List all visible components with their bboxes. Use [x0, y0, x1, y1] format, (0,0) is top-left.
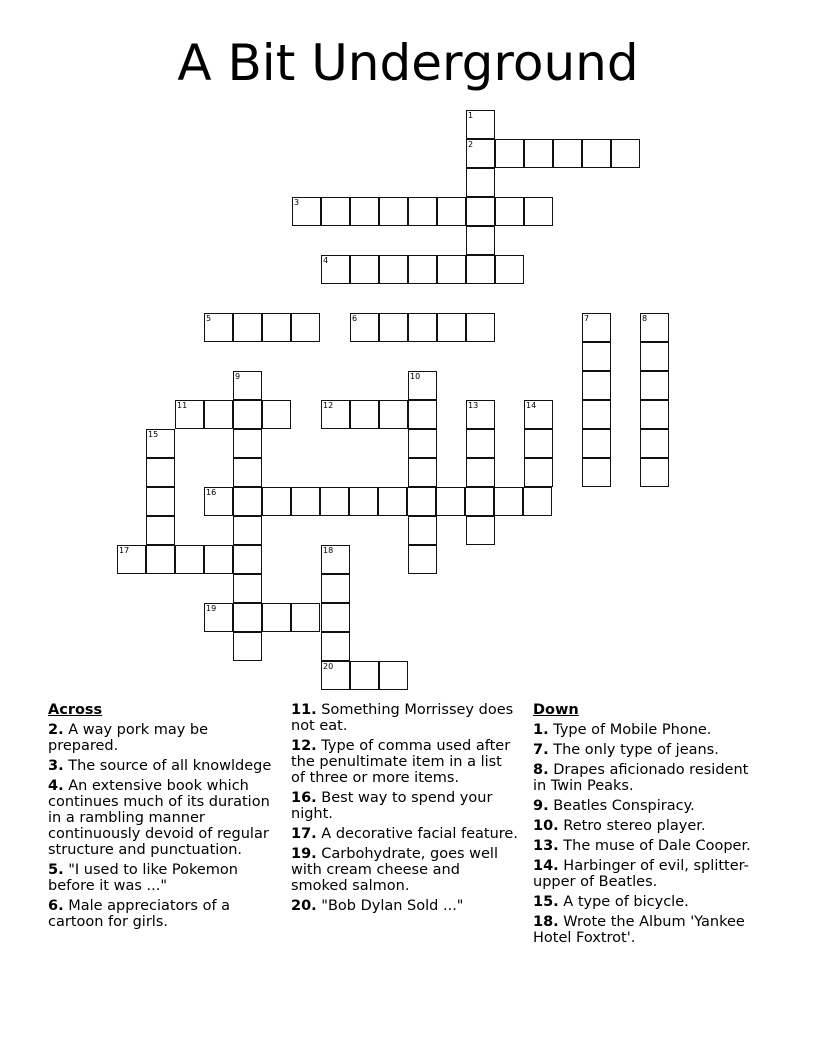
grid-cell[interactable] [379, 661, 408, 690]
grid-cell[interactable] [262, 400, 291, 429]
clue-text: Best way to spend your night. [291, 790, 493, 822]
grid-cell[interactable] [291, 487, 320, 516]
grid-cell[interactable] [466, 313, 495, 342]
grid-cell[interactable] [291, 603, 320, 632]
grid-cell[interactable] [495, 197, 524, 226]
clue-number: 14. [533, 858, 559, 874]
grid-cell[interactable] [524, 139, 553, 168]
across-heading: Across [48, 702, 103, 718]
grid-cell-13[interactable] [466, 400, 495, 429]
clue-number-label: 7 [584, 314, 590, 323]
grid-cell[interactable] [233, 545, 262, 574]
clue-number-label: 9 [235, 372, 241, 381]
clue-number: 7. [533, 742, 549, 758]
puzzle-title: A Bit Underground [177, 34, 639, 92]
clue-number: 1. [533, 722, 549, 738]
clue-number-label: 12 [323, 401, 334, 410]
clue-item [533, 742, 763, 758]
grid-cell[interactable] [408, 400, 437, 429]
clue-number-label: 6 [352, 314, 358, 323]
grid-cell[interactable] [350, 661, 379, 690]
grid-cell[interactable] [349, 487, 378, 516]
grid-cell-6[interactable] [350, 313, 379, 342]
clue-item [291, 738, 519, 786]
grid-cell[interactable] [204, 545, 233, 574]
grid-cell[interactable] [494, 487, 523, 516]
grid-cell[interactable] [466, 226, 495, 255]
clue-number: 10. [533, 818, 559, 834]
grid-cell[interactable] [408, 545, 437, 574]
grid-cell-12[interactable] [321, 400, 350, 429]
grid-cell[interactable] [437, 197, 466, 226]
clue-number: 18. [533, 914, 559, 930]
clue-number-label: 4 [323, 256, 329, 265]
grid-cell[interactable] [233, 516, 262, 545]
clue-text: "I used to like Pokemon before it was ..." [48, 862, 238, 894]
grid-cell[interactable] [408, 313, 437, 342]
clue-text: The source of all knowldege [63, 758, 272, 774]
grid-cell-5[interactable] [204, 313, 233, 342]
grid-cell-16[interactable] [204, 487, 233, 516]
grid-cell-8[interactable] [640, 313, 669, 342]
grid-cell-2[interactable] [466, 139, 495, 168]
grid-cell[interactable] [466, 197, 495, 226]
grid-cell-18[interactable] [321, 545, 350, 574]
grid-cell[interactable] [523, 487, 552, 516]
grid-cell[interactable] [466, 429, 495, 458]
clue-item [48, 758, 280, 774]
clue-number-label: 5 [206, 314, 212, 323]
clue-item [291, 790, 519, 822]
grid-cell[interactable] [640, 371, 669, 400]
grid-cell[interactable] [350, 197, 379, 226]
clue-text: Beatles Conspiracy. [548, 798, 695, 814]
clue-text: Harbinger of evil, splitter-upper of Beatles. [533, 858, 749, 890]
clue-item [533, 722, 763, 738]
grid-cell[interactable] [466, 168, 495, 197]
grid-cell[interactable] [466, 255, 495, 284]
grid-cell[interactable] [465, 487, 494, 516]
grid-cell[interactable] [640, 458, 669, 487]
grid-cell-9[interactable] [233, 371, 262, 400]
across-clues-column-1 [48, 702, 280, 934]
grid-cell-15[interactable] [146, 429, 175, 458]
clue-text: A type of bicycle. [558, 894, 689, 910]
clue-number-label: 14 [526, 401, 537, 410]
down-clue-list [533, 722, 763, 946]
grid-cell-10[interactable] [408, 371, 437, 400]
grid-cell[interactable] [321, 197, 350, 226]
grid-cell[interactable] [495, 255, 524, 284]
grid-cell[interactable] [321, 632, 350, 661]
grid-cell[interactable] [146, 487, 175, 516]
grid-cell[interactable] [436, 487, 465, 516]
clue-item [533, 914, 763, 946]
clue-number-label: 11 [177, 401, 188, 410]
clue-text: Type of comma used after the penultimate item in a list of three or more items. [291, 738, 511, 786]
grid-cell[interactable] [553, 139, 582, 168]
clue-number: 12. [291, 738, 317, 754]
clue-item [48, 722, 280, 754]
clue-text: An extensive book which continues much of its duration in a rambling manner continuously devoid of regular structure and punctuation. [48, 778, 270, 858]
clue-number: 2. [48, 722, 64, 738]
grid-cell[interactable] [233, 429, 262, 458]
grid-cell[interactable] [262, 603, 291, 632]
grid-cell[interactable] [524, 197, 553, 226]
grid-cell[interactable] [408, 458, 437, 487]
grid-cell[interactable] [146, 516, 175, 545]
grid-cell[interactable] [582, 429, 611, 458]
clue-number: 5. [48, 862, 64, 878]
grid-cell[interactable] [233, 487, 262, 516]
across-clues-column-2 [291, 702, 519, 918]
grid-cell[interactable] [175, 545, 204, 574]
grid-cell[interactable] [320, 487, 349, 516]
down-heading: Down [533, 702, 579, 718]
grid-cell[interactable] [379, 255, 408, 284]
grid-cell[interactable] [437, 313, 466, 342]
grid-cell[interactable] [291, 313, 320, 342]
grid-cell[interactable] [321, 574, 350, 603]
grid-cell[interactable] [640, 400, 669, 429]
clue-number-label: 2 [468, 140, 474, 149]
clue-item [291, 826, 519, 842]
clue-number-label: 10 [410, 372, 421, 381]
clue-item [533, 858, 763, 890]
grid-cell-20[interactable] [321, 661, 350, 690]
grid-cell-4[interactable] [321, 255, 350, 284]
across-clue-list [48, 722, 280, 930]
grid-cell[interactable] [321, 603, 350, 632]
grid-cell[interactable] [582, 342, 611, 371]
grid-cell-7[interactable] [582, 313, 611, 342]
grid-cell[interactable] [524, 458, 553, 487]
clue-number-label: 17 [119, 546, 130, 555]
clue-number: 13. [533, 838, 559, 854]
grid-cell[interactable] [379, 313, 408, 342]
clue-number: 4. [48, 778, 64, 794]
grid-cell-17[interactable] [117, 545, 146, 574]
clue-number-label: 19 [206, 604, 217, 613]
clue-number: 17. [291, 826, 317, 842]
grid-cell-1[interactable] [466, 110, 495, 139]
grid-cell[interactable] [466, 516, 495, 545]
grid-cell[interactable] [466, 458, 495, 487]
clue-number-label: 13 [468, 401, 479, 410]
clue-number-label: 8 [642, 314, 648, 323]
grid-cell[interactable] [582, 371, 611, 400]
clue-number-label: 20 [323, 662, 334, 671]
clue-item [291, 846, 519, 894]
grid-cell[interactable] [582, 458, 611, 487]
clue-text: Type of Mobile Phone. [548, 722, 712, 738]
clue-item [48, 778, 280, 858]
grid-cell[interactable] [233, 313, 262, 342]
grid-cell[interactable] [495, 139, 524, 168]
down-clues-column [533, 702, 763, 950]
clue-number: 15. [533, 894, 559, 910]
grid-cell[interactable] [437, 255, 466, 284]
clue-number-label: 1 [468, 111, 474, 120]
grid-cell[interactable] [379, 197, 408, 226]
across-clue-list-continued [291, 702, 519, 914]
clue-text: Something Morrissey does not eat. [291, 702, 514, 734]
clue-text: A way pork may be prepared. [48, 722, 209, 754]
grid-cell[interactable] [204, 400, 233, 429]
grid-cell[interactable] [146, 458, 175, 487]
clue-item [291, 898, 519, 914]
clue-number: 6. [48, 898, 64, 914]
clue-number-label: 16 [206, 488, 217, 497]
clue-text: "Bob Dylan Sold ..." [316, 898, 464, 914]
clue-text: The only type of jeans. [548, 742, 719, 758]
grid-cell[interactable] [524, 429, 553, 458]
clue-text: The muse of Dale Cooper. [558, 838, 751, 854]
grid-cell[interactable] [262, 313, 291, 342]
clue-number: 20. [291, 898, 317, 914]
clue-number: 11. [291, 702, 317, 718]
grid-cell-19[interactable] [204, 603, 233, 632]
grid-cell[interactable] [582, 139, 611, 168]
clue-number-label: 18 [323, 546, 334, 555]
clue-item [533, 818, 763, 834]
clue-number: 16. [291, 790, 317, 806]
grid-cell[interactable] [262, 487, 291, 516]
grid-cell[interactable] [233, 458, 262, 487]
grid-cell[interactable] [408, 429, 437, 458]
grid-cell[interactable] [408, 197, 437, 226]
clue-item [533, 762, 763, 794]
grid-cell-3[interactable] [292, 197, 321, 226]
grid-cell-11[interactable] [175, 400, 204, 429]
grid-cell-14[interactable] [524, 400, 553, 429]
grid-cell[interactable] [408, 516, 437, 545]
grid-cell[interactable] [407, 487, 436, 516]
clue-number: 8. [533, 762, 549, 778]
clue-item [48, 862, 280, 894]
clue-number-label: 15 [148, 430, 159, 439]
clue-text: Wrote the Album 'Yankee Hotel Foxtrot'. [533, 914, 745, 946]
clue-number-label: 3 [294, 198, 300, 207]
grid-cell[interactable] [408, 255, 437, 284]
grid-cell[interactable] [350, 255, 379, 284]
grid-cell[interactable] [233, 574, 262, 603]
grid-cell[interactable] [582, 400, 611, 429]
grid-cell[interactable] [378, 487, 407, 516]
clue-number: 19. [291, 846, 317, 862]
clue-text: Drapes aficionado resident in Twin Peaks. [533, 762, 749, 794]
clue-text: Carbohydrate, goes well with cream cheese and smoked salmon. [291, 846, 498, 894]
grid-cell[interactable] [640, 429, 669, 458]
clue-text: A decorative facial feature. [316, 826, 518, 842]
grid-cell[interactable] [611, 139, 640, 168]
clue-item [533, 838, 763, 854]
grid-cell[interactable] [640, 342, 669, 371]
clue-item [533, 894, 763, 910]
clue-number: 9. [533, 798, 549, 814]
clue-text: Retro stereo player. [558, 818, 706, 834]
clue-number: 3. [48, 758, 64, 774]
grid-cell[interactable] [233, 400, 262, 429]
grid-cell[interactable] [233, 603, 262, 632]
clue-text: Male appreciators of a cartoon for girls. [48, 898, 231, 930]
grid-cell[interactable] [233, 632, 262, 661]
grid-cell[interactable] [379, 400, 408, 429]
grid-cell[interactable] [146, 545, 175, 574]
clue-item [48, 898, 280, 930]
clue-item [291, 702, 519, 734]
clue-item [533, 798, 763, 814]
grid-cell[interactable] [350, 400, 379, 429]
